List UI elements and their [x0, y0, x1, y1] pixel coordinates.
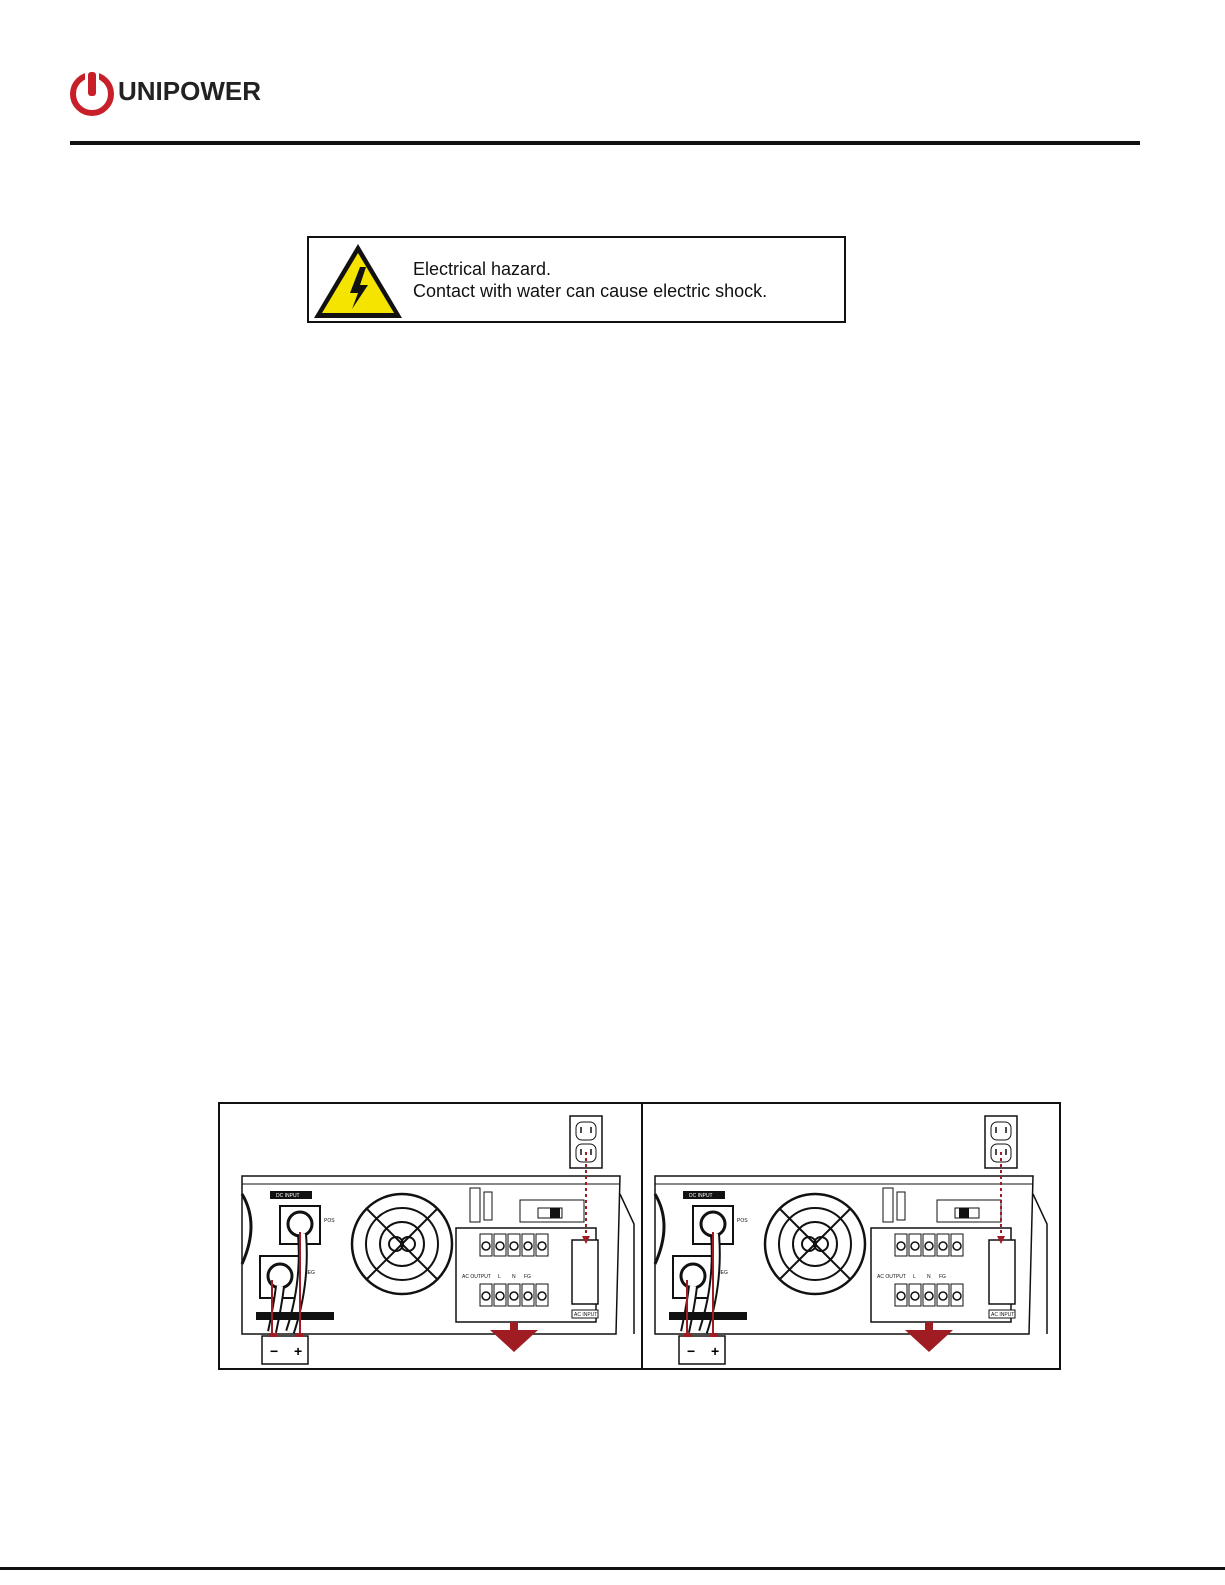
panel-right: [643, 1104, 1062, 1368]
battery-plus-label: +: [711, 1343, 720, 1359]
battery-icon: [679, 1333, 725, 1364]
fg-label: FG: [524, 1274, 531, 1280]
neg-label: NEG: [304, 1270, 315, 1276]
electrical-hazard-icon: [312, 241, 405, 321]
fg-label: FG: [939, 1274, 946, 1280]
battery-minus-label: −: [687, 1343, 696, 1359]
terminal-screw-icon: [897, 1292, 905, 1300]
cooling-fan-icon: [352, 1194, 452, 1294]
power-button-icon: [68, 68, 116, 116]
neg-label: NEG: [717, 1270, 728, 1276]
terminal-screw-icon: [496, 1292, 504, 1300]
terminal-screw-icon: [496, 1242, 504, 1250]
brand-name: UNIPOWER: [118, 76, 261, 106]
terminal-screw-icon: [482, 1242, 490, 1250]
terminal-screw-icon: [510, 1242, 518, 1250]
terminal-screw-icon: [538, 1292, 546, 1300]
terminal-screw-icon: [939, 1292, 947, 1300]
ac-output-label: AC OUTPUT: [462, 1274, 491, 1280]
terminal-screw-icon: [510, 1292, 518, 1300]
terminal-screw-icon: [939, 1242, 947, 1250]
l-label: L: [498, 1274, 501, 1280]
ac-output-label: AC OUTPUT: [877, 1274, 906, 1280]
dc-input-label: DC INPUT: [276, 1193, 300, 1199]
ac-input-label: AC INPUT: [574, 1312, 598, 1318]
terminal-screw-icon: [911, 1292, 919, 1300]
footer-divider: [0, 1567, 1225, 1570]
inverter-rear-diagram-right: [643, 1104, 1062, 1368]
battery-plus-label: +: [294, 1343, 303, 1359]
panel-left: [220, 1104, 639, 1368]
dc-input-label: DC INPUT: [689, 1193, 713, 1199]
terminal-screw-icon: [925, 1242, 933, 1250]
l-label: L: [913, 1274, 916, 1280]
warning-title: Electrical hazard.: [413, 259, 552, 279]
battery-minus-label: −: [270, 1343, 279, 1359]
ac-input-label: AC INPUT: [991, 1312, 1015, 1318]
electrical-hazard-warning: [307, 236, 846, 323]
terminal-screw-icon: [538, 1242, 546, 1250]
terminal-screw-icon: [524, 1242, 532, 1250]
header-divider: [70, 141, 1140, 145]
terminal-screw-icon: [911, 1242, 919, 1250]
pos-label: POS: [737, 1218, 748, 1224]
n-label: N: [512, 1274, 516, 1280]
battery-icon: [262, 1333, 308, 1364]
terminal-screw-icon: [925, 1292, 933, 1300]
terminal-screw-icon: [897, 1242, 905, 1250]
terminal-screw-icon: [953, 1292, 961, 1300]
terminal-screw-icon: [482, 1292, 490, 1300]
terminal-screw-icon: [953, 1242, 961, 1250]
pos-label: POS: [324, 1218, 335, 1224]
terminal-screw-icon: [524, 1292, 532, 1300]
cooling-fan-icon: [765, 1194, 865, 1294]
unipower-logo: [68, 68, 278, 118]
inverter-rear-diagram-left: [220, 1104, 639, 1368]
connection-diagram: [218, 1102, 1061, 1370]
n-label: N: [927, 1274, 931, 1280]
warning-message: Contact with water can cause electric shock.: [413, 281, 768, 301]
